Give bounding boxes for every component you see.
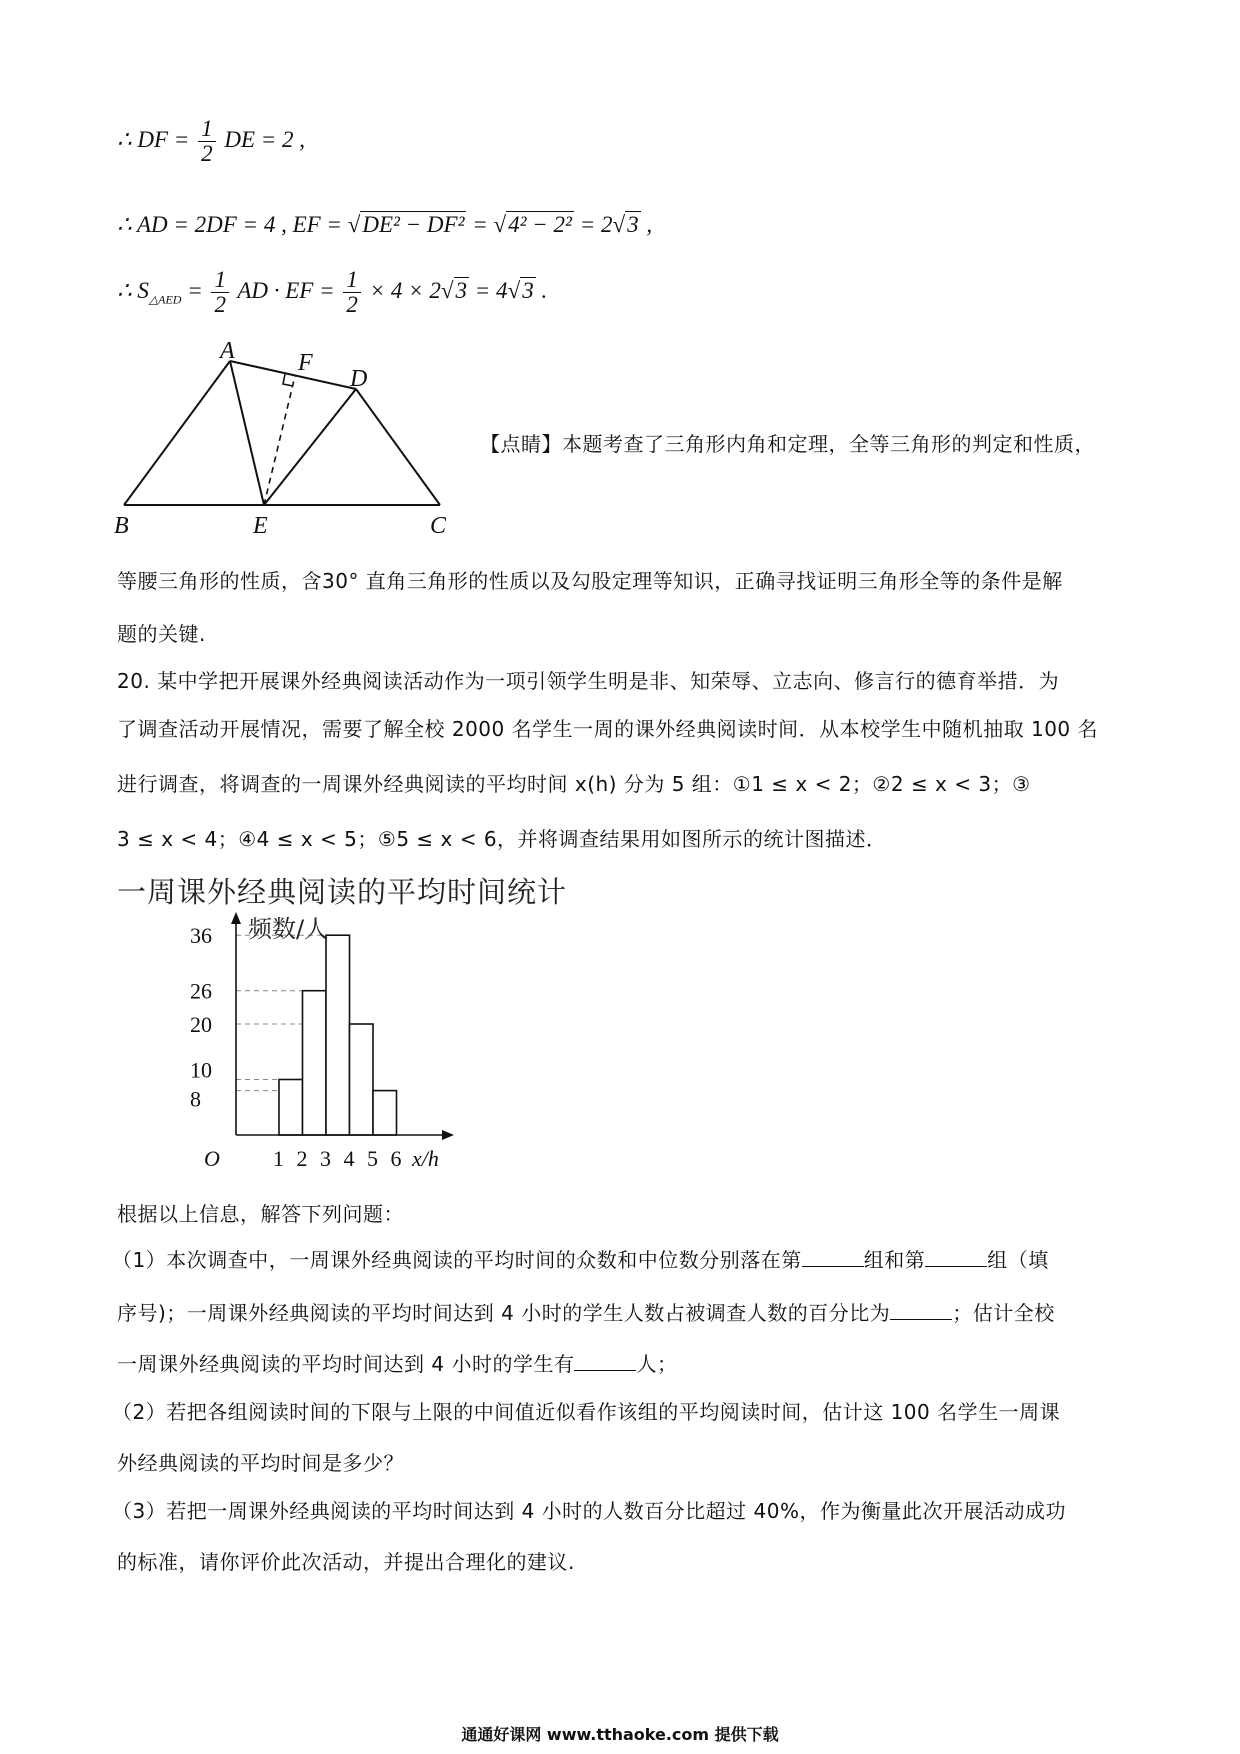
sqrt-sign: √: [507, 277, 521, 303]
problem-20-line-2: 了调查活动开展情况，需要了解全校 2000 名学生一周的课外经典阅读时间．从本校学生中随机抽取 100 名: [117, 717, 1099, 741]
answer-blank-2[interactable]: [925, 1266, 987, 1267]
numerator: 1: [211, 268, 229, 293]
sqrt-content: DE² − DF²: [362, 212, 465, 237]
fraction: [198, 117, 216, 166]
x-tick-label: 3: [320, 1146, 331, 1171]
question-text: 组（填: [987, 1248, 1049, 1272]
sqrt-content: 3: [627, 212, 639, 237]
y-tick-label: 10: [190, 1057, 212, 1083]
page-footer: 通通好课网 www.tthaoke.com 提供下载: [461, 1725, 779, 1744]
subscript: △AED: [148, 292, 182, 307]
question-text: ；估计全校: [952, 1301, 1055, 1325]
question-1-line-2: [117, 1297, 1055, 1326]
answer-blank-3[interactable]: [890, 1319, 952, 1320]
math-text: × 4 × 2: [369, 277, 441, 303]
segment-AE: [230, 361, 264, 505]
geometry-figure: [110, 338, 470, 538]
problem-20-line-4: 3 ≤ x < 4；④4 ≤ x < 5；⑤5 ≤ x < 6，并将调查结果用如图所示的统计图描述．: [117, 827, 887, 851]
right-angle-mark: [283, 374, 293, 386]
question-text: 组和第: [863, 1248, 926, 1272]
numerator: 1: [198, 117, 216, 142]
sqrt-content: 3: [455, 277, 468, 303]
label-C: C: [430, 513, 447, 538]
histogram-bar: [350, 1024, 374, 1135]
question-text: 人；: [636, 1352, 678, 1376]
x-axis-arrow: [442, 1130, 454, 1140]
origin-label: O: [204, 1146, 220, 1171]
question-text: 序号)；一周课外经典阅读的平均时间达到 4 小时的学生人数占被调查人数的百分比为: [117, 1301, 891, 1325]
math-line-2: [117, 212, 652, 238]
sqrt-sign: √: [440, 277, 454, 303]
sqrt-sign: √: [612, 212, 626, 237]
label-B: B: [114, 513, 129, 538]
y-tick-label: 8: [190, 1086, 201, 1112]
histogram-bar: [373, 1091, 397, 1135]
problem-20-line-1: 20. 某中学把开展课外经典阅读活动作为一项引领学生明是非、知荣辱、立志向、修言行的德育举措．为: [117, 669, 1060, 693]
x-tick-label: 6: [390, 1146, 402, 1171]
problem-20-line-3: 进行调查，将调查的一周课外经典阅读的平均时间 x(h) 分为 5 组：①1 ≤ x < 2；②2 ≤ x < 3；③: [117, 772, 1031, 796]
math-text: =: [187, 277, 203, 303]
question-text: 一周课外经典阅读的平均时间达到 4 小时的学生有: [117, 1352, 575, 1376]
y-tick-label: 36: [190, 923, 212, 949]
label-E: E: [253, 513, 268, 538]
histogram-bar: [303, 991, 327, 1135]
question-3-line-2: 的标准，请你评价此次活动，并提出合理化的建议.: [117, 1550, 575, 1574]
histogram-chart: [190, 910, 470, 1180]
questions-intro: 根据以上信息，解答下列问题：: [117, 1202, 404, 1226]
numerator: 1: [343, 268, 361, 293]
math-text: ∴ DF =: [117, 126, 190, 152]
y-tick-label: 26: [190, 978, 212, 1004]
histogram-bar: [326, 935, 350, 1135]
fraction: [343, 268, 361, 317]
denominator: 2: [201, 141, 213, 167]
math-text: = 4: [474, 277, 508, 303]
sqrt-sign: √: [493, 212, 507, 237]
answer-blank-4[interactable]: [574, 1370, 636, 1371]
math-text: ∴ AD = 2DF = 4 , EF =: [117, 212, 342, 237]
math-text: .: [535, 277, 548, 303]
histogram-bar: [279, 1080, 303, 1136]
y-tick-label: 20: [190, 1012, 212, 1037]
math-text: AD · EF =: [237, 277, 335, 303]
x-tick-label: 1: [273, 1146, 284, 1171]
y-axis-arrow: [231, 912, 241, 924]
math-text: = 2: [579, 212, 613, 237]
chart-title: 一周课外经典阅读的平均时间统计: [117, 875, 568, 909]
question-3-line-1: （3）若把一周课外经典阅读的平均时间达到 4 小时的人数百分比超过 40%，作为衡量此次开展活动成功: [112, 1499, 1066, 1523]
comment-line-1: 【点睛】本题考查了三角形内角和定理，全等三角形的判定和性质，: [480, 432, 1095, 456]
sqrt-sign: √: [347, 212, 361, 237]
x-tick-label: 4: [343, 1146, 355, 1171]
sqrt-content: 3: [522, 277, 534, 303]
denominator: 2: [346, 292, 358, 318]
question-1-line-1: [112, 1244, 1049, 1273]
math-line-1: [117, 117, 305, 166]
y-axis-title: 频数/人: [248, 915, 329, 943]
x-axis-title: x/h: [412, 1146, 439, 1171]
x-tick-label: 5: [367, 1146, 378, 1171]
question-2-line-2: 外经典阅读的平均时间是多少？: [117, 1451, 404, 1475]
label-F: F: [298, 350, 313, 376]
math-text: ,: [640, 212, 653, 237]
question-text: （1）本次调查中，一周课外经典阅读的平均时间的众数和中位数分别落在第: [112, 1248, 802, 1272]
math-text: ∴ S: [117, 277, 149, 303]
denominator: 2: [214, 292, 226, 318]
fraction: [211, 268, 229, 317]
math-line-3: [117, 268, 547, 317]
sqrt-content: 4² − 2²: [508, 212, 572, 237]
question-2-line-1: （2）若把各组阅读时间的下限与上限的中间值近似看作该组的平均阅读时间，估计这 100 名学生一周课: [112, 1400, 1061, 1424]
label-D: D: [350, 366, 368, 392]
comment-line-2: 等腰三角形的性质，含30° 直角三角形的性质以及勾股定理等知识，正确寻找证明三角形全等的条件是解: [117, 569, 1063, 593]
segment-AB: [124, 361, 230, 505]
math-text: DE = 2 ,: [224, 126, 306, 152]
x-tick-label: 2: [296, 1146, 308, 1171]
comment-line-3: 题的关键.: [117, 622, 206, 646]
question-1-line-3: [117, 1348, 677, 1377]
answer-blank-1[interactable]: [802, 1266, 864, 1267]
math-text: =: [472, 212, 488, 237]
label-A: A: [220, 338, 235, 364]
segment-DC: [356, 389, 440, 505]
